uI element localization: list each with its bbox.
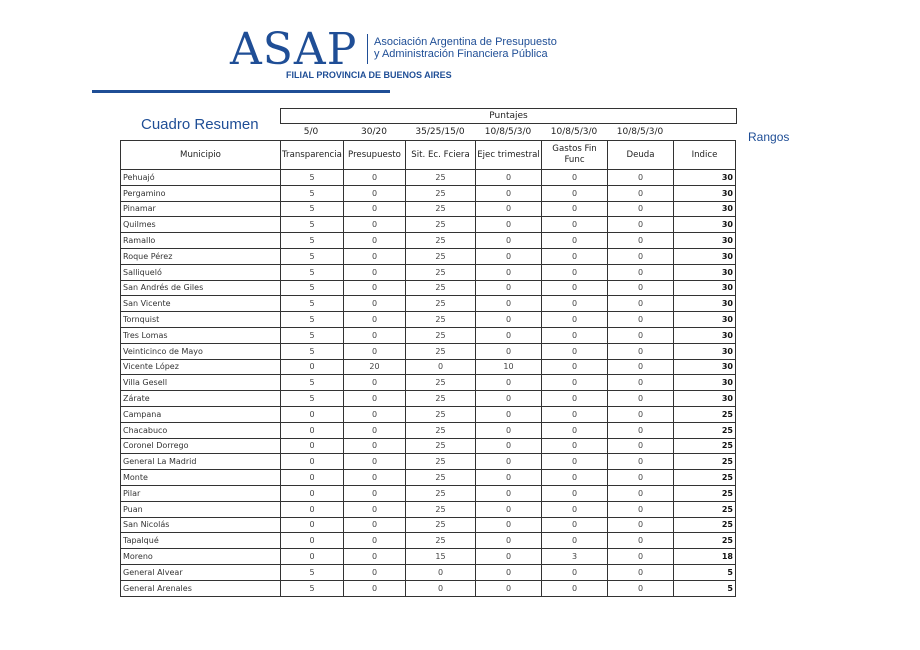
table-row bbox=[121, 549, 736, 565]
table-row bbox=[121, 391, 736, 407]
cell-ejec: 0 bbox=[476, 296, 542, 312]
cell-sit-ec: 25 bbox=[406, 185, 476, 201]
cell-presupuesto: 0 bbox=[344, 580, 406, 596]
cell-presupuesto: 0 bbox=[344, 422, 406, 438]
cell-ejec: 0 bbox=[476, 501, 542, 517]
cell-gastos: 0 bbox=[542, 201, 608, 217]
cell-indice: 30 bbox=[674, 375, 736, 391]
cell-sit-ec: 25 bbox=[406, 343, 476, 359]
table-row bbox=[121, 359, 736, 375]
cell-indice: 30 bbox=[674, 359, 736, 375]
cell-presupuesto: 0 bbox=[344, 564, 406, 580]
table-row bbox=[121, 422, 736, 438]
cell-municipio: Roque Pérez bbox=[121, 248, 281, 264]
cell-presupuesto: 0 bbox=[344, 391, 406, 407]
cell-transparencia: 5 bbox=[281, 170, 344, 186]
table-row bbox=[121, 185, 736, 201]
logo-wordmark: ASAP bbox=[230, 24, 358, 75]
cell-sit-ec: 0 bbox=[406, 580, 476, 596]
cell-indice: 5 bbox=[674, 580, 736, 596]
cell-municipio: Moreno bbox=[121, 549, 281, 565]
cell-indice: 30 bbox=[674, 264, 736, 280]
cell-ejec: 0 bbox=[476, 549, 542, 565]
cell-sit-ec: 25 bbox=[406, 517, 476, 533]
cell-presupuesto: 0 bbox=[344, 533, 406, 549]
cell-presupuesto: 0 bbox=[344, 201, 406, 217]
cell-gastos: 0 bbox=[542, 233, 608, 249]
cell-gastos: 0 bbox=[542, 406, 608, 422]
cell-municipio: General Arenales bbox=[121, 580, 281, 596]
cell-gastos: 0 bbox=[542, 280, 608, 296]
page-title: Cuadro Resumen bbox=[141, 116, 259, 133]
cell-gastos: 0 bbox=[542, 296, 608, 312]
cell-presupuesto: 0 bbox=[344, 485, 406, 501]
cell-ejec: 0 bbox=[476, 264, 542, 280]
cell-presupuesto: 0 bbox=[344, 549, 406, 565]
cell-municipio: General La Madrid bbox=[121, 454, 281, 470]
cell-transparencia: 0 bbox=[281, 422, 344, 438]
cell-ejec: 0 bbox=[476, 438, 542, 454]
table-row bbox=[121, 564, 736, 580]
cell-presupuesto: 0 bbox=[344, 375, 406, 391]
cell-ejec: 0 bbox=[476, 327, 542, 343]
cell-deuda: 0 bbox=[608, 248, 674, 264]
cell-deuda: 0 bbox=[608, 580, 674, 596]
logo-divider bbox=[367, 34, 368, 64]
cell-municipio: San Vicente bbox=[121, 296, 281, 312]
table-row bbox=[121, 517, 736, 533]
cell-presupuesto: 0 bbox=[344, 501, 406, 517]
cell-indice: 25 bbox=[674, 454, 736, 470]
cell-deuda: 0 bbox=[608, 201, 674, 217]
cell-sit-ec: 25 bbox=[406, 375, 476, 391]
cell-municipio: Puan bbox=[121, 501, 281, 517]
cell-ejec: 0 bbox=[476, 422, 542, 438]
table-row bbox=[121, 312, 736, 328]
cell-deuda: 0 bbox=[608, 312, 674, 328]
cell-deuda: 0 bbox=[608, 327, 674, 343]
cell-deuda: 0 bbox=[608, 422, 674, 438]
cell-ejec: 0 bbox=[476, 201, 542, 217]
org-name-line1: Asociación Argentina de Presupuesto bbox=[374, 36, 557, 48]
cell-deuda: 0 bbox=[608, 296, 674, 312]
cell-deuda: 0 bbox=[608, 217, 674, 233]
cell-gastos: 0 bbox=[542, 501, 608, 517]
cell-indice: 30 bbox=[674, 248, 736, 264]
cell-deuda: 0 bbox=[608, 233, 674, 249]
cell-indice: 30 bbox=[674, 185, 736, 201]
cell-gastos: 0 bbox=[542, 375, 608, 391]
cell-transparencia: 0 bbox=[281, 438, 344, 454]
cell-presupuesto: 0 bbox=[344, 185, 406, 201]
cell-presupuesto: 0 bbox=[344, 217, 406, 233]
table-row bbox=[121, 343, 736, 359]
cell-presupuesto: 0 bbox=[344, 470, 406, 486]
table-row bbox=[121, 375, 736, 391]
cell-transparencia: 0 bbox=[281, 470, 344, 486]
cell-indice: 30 bbox=[674, 391, 736, 407]
cell-municipio: Monte bbox=[121, 470, 281, 486]
table-row bbox=[121, 233, 736, 249]
cell-gastos: 0 bbox=[542, 343, 608, 359]
table-row bbox=[121, 327, 736, 343]
cell-municipio: Tornquist bbox=[121, 312, 281, 328]
cell-indice: 25 bbox=[674, 406, 736, 422]
cell-ejec: 0 bbox=[476, 580, 542, 596]
cell-ejec: 0 bbox=[476, 217, 542, 233]
col-deuda: Deuda bbox=[608, 141, 674, 170]
cell-transparencia: 5 bbox=[281, 312, 344, 328]
cell-deuda: 0 bbox=[608, 501, 674, 517]
col-presupuesto: Presupuesto bbox=[344, 141, 406, 170]
cell-municipio: Salliqueló bbox=[121, 264, 281, 280]
cell-deuda: 0 bbox=[608, 264, 674, 280]
cell-transparencia: 5 bbox=[281, 564, 344, 580]
table-row bbox=[121, 454, 736, 470]
summary-table bbox=[120, 140, 736, 597]
col-transparencia: Transparencia bbox=[281, 141, 344, 170]
cell-transparencia: 5 bbox=[281, 264, 344, 280]
cell-deuda: 0 bbox=[608, 533, 674, 549]
cell-deuda: 0 bbox=[608, 359, 674, 375]
table-row bbox=[121, 580, 736, 596]
cell-gastos: 0 bbox=[542, 327, 608, 343]
table-header-row bbox=[121, 141, 736, 170]
cell-sit-ec: 25 bbox=[406, 233, 476, 249]
cell-indice: 25 bbox=[674, 438, 736, 454]
cell-indice: 30 bbox=[674, 327, 736, 343]
cell-transparencia: 0 bbox=[281, 406, 344, 422]
cell-sit-ec: 25 bbox=[406, 454, 476, 470]
cell-sit-ec: 25 bbox=[406, 422, 476, 438]
col-municipio: Municipio bbox=[121, 141, 281, 170]
asap-logo bbox=[230, 24, 570, 84]
table-row bbox=[121, 296, 736, 312]
cell-ejec: 0 bbox=[476, 343, 542, 359]
cell-ejec: 0 bbox=[476, 391, 542, 407]
cell-ejec: 0 bbox=[476, 470, 542, 486]
cell-sit-ec: 25 bbox=[406, 485, 476, 501]
cell-municipio: Tapalqué bbox=[121, 533, 281, 549]
range-ejec: 10/8/5/3/0 bbox=[484, 127, 532, 137]
header-rule bbox=[92, 90, 390, 93]
cell-gastos: 0 bbox=[542, 533, 608, 549]
cell-municipio: Vicente López bbox=[121, 359, 281, 375]
cell-deuda: 0 bbox=[608, 406, 674, 422]
cell-presupuesto: 0 bbox=[344, 248, 406, 264]
cell-indice: 25 bbox=[674, 422, 736, 438]
cell-sit-ec: 25 bbox=[406, 533, 476, 549]
cell-transparencia: 5 bbox=[281, 233, 344, 249]
cell-ejec: 0 bbox=[476, 517, 542, 533]
cell-presupuesto: 0 bbox=[344, 327, 406, 343]
cell-deuda: 0 bbox=[608, 170, 674, 186]
table-row bbox=[121, 201, 736, 217]
filial-label: FILIAL PROVINCIA DE BUENOS AIRES bbox=[286, 70, 452, 80]
cell-presupuesto: 0 bbox=[344, 296, 406, 312]
cell-municipio: Pilar bbox=[121, 485, 281, 501]
range-gastos: 10/8/5/3/0 bbox=[550, 127, 598, 137]
cell-transparencia: 5 bbox=[281, 375, 344, 391]
cell-gastos: 0 bbox=[542, 170, 608, 186]
cell-indice: 30 bbox=[674, 201, 736, 217]
cell-ejec: 0 bbox=[476, 185, 542, 201]
cell-ejec: 0 bbox=[476, 533, 542, 549]
cell-indice: 30 bbox=[674, 217, 736, 233]
cell-transparencia: 5 bbox=[281, 248, 344, 264]
cell-sit-ec: 25 bbox=[406, 248, 476, 264]
cell-sit-ec: 0 bbox=[406, 359, 476, 375]
cell-gastos: 0 bbox=[542, 485, 608, 501]
org-name-line2: y Administración Financiera Pública bbox=[374, 48, 548, 60]
cell-gastos: 0 bbox=[542, 564, 608, 580]
cell-municipio: Ramallo bbox=[121, 233, 281, 249]
cell-presupuesto: 0 bbox=[344, 454, 406, 470]
cell-transparencia: 5 bbox=[281, 296, 344, 312]
cell-municipio: Campana bbox=[121, 406, 281, 422]
table-row bbox=[121, 485, 736, 501]
cell-indice: 30 bbox=[674, 280, 736, 296]
cell-sit-ec: 25 bbox=[406, 391, 476, 407]
cell-ejec: 0 bbox=[476, 280, 542, 296]
cell-deuda: 0 bbox=[608, 391, 674, 407]
cell-sit-ec: 25 bbox=[406, 501, 476, 517]
range-transparencia: 5/0 bbox=[303, 127, 319, 137]
cell-gastos: 3 bbox=[542, 549, 608, 565]
cell-deuda: 0 bbox=[608, 454, 674, 470]
cell-gastos: 0 bbox=[542, 580, 608, 596]
cell-gastos: 0 bbox=[542, 391, 608, 407]
cell-municipio: Villa Gesell bbox=[121, 375, 281, 391]
cell-presupuesto: 0 bbox=[344, 264, 406, 280]
cell-deuda: 0 bbox=[608, 470, 674, 486]
cell-ejec: 0 bbox=[476, 170, 542, 186]
cell-indice: 25 bbox=[674, 517, 736, 533]
cell-sit-ec: 25 bbox=[406, 264, 476, 280]
cell-municipio: Pinamar bbox=[121, 201, 281, 217]
cell-gastos: 0 bbox=[542, 359, 608, 375]
table-row bbox=[121, 438, 736, 454]
table-row bbox=[121, 501, 736, 517]
cell-presupuesto: 0 bbox=[344, 438, 406, 454]
cell-transparencia: 5 bbox=[281, 343, 344, 359]
cell-deuda: 0 bbox=[608, 438, 674, 454]
cell-municipio: Coronel Dorrego bbox=[121, 438, 281, 454]
cell-municipio: Chacabuco bbox=[121, 422, 281, 438]
cell-municipio: Zárate bbox=[121, 391, 281, 407]
puntajes-header: Puntajes bbox=[280, 108, 737, 124]
cell-presupuesto: 20 bbox=[344, 359, 406, 375]
cell-transparencia: 0 bbox=[281, 359, 344, 375]
cell-municipio: San Andrés de Giles bbox=[121, 280, 281, 296]
cell-ejec: 10 bbox=[476, 359, 542, 375]
cell-transparencia: 0 bbox=[281, 485, 344, 501]
col-indice: Indice bbox=[674, 141, 736, 170]
cell-gastos: 0 bbox=[542, 454, 608, 470]
cell-transparencia: 0 bbox=[281, 454, 344, 470]
cell-sit-ec: 25 bbox=[406, 217, 476, 233]
table-row bbox=[121, 248, 736, 264]
cell-transparencia: 5 bbox=[281, 201, 344, 217]
cell-gastos: 0 bbox=[542, 248, 608, 264]
cell-indice: 30 bbox=[674, 312, 736, 328]
table-row bbox=[121, 170, 736, 186]
cell-transparencia: 5 bbox=[281, 185, 344, 201]
table-row bbox=[121, 217, 736, 233]
cell-presupuesto: 0 bbox=[344, 406, 406, 422]
cell-indice: 25 bbox=[674, 485, 736, 501]
cell-transparencia: 5 bbox=[281, 217, 344, 233]
cell-ejec: 0 bbox=[476, 312, 542, 328]
col-sit-ec-fciera: Sit. Ec. Fciera bbox=[406, 141, 476, 170]
cell-indice: 30 bbox=[674, 296, 736, 312]
cell-municipio: Pergamino bbox=[121, 185, 281, 201]
cell-ejec: 0 bbox=[476, 248, 542, 264]
cell-sit-ec: 25 bbox=[406, 280, 476, 296]
col-ejec-trimestral: Ejec trimestral bbox=[476, 141, 542, 170]
cell-indice: 30 bbox=[674, 343, 736, 359]
cell-ejec: 0 bbox=[476, 485, 542, 501]
cell-sit-ec: 0 bbox=[406, 564, 476, 580]
cell-presupuesto: 0 bbox=[344, 312, 406, 328]
cell-deuda: 0 bbox=[608, 517, 674, 533]
cell-sit-ec: 25 bbox=[406, 312, 476, 328]
table-row bbox=[121, 470, 736, 486]
cell-sit-ec: 25 bbox=[406, 406, 476, 422]
cell-ejec: 0 bbox=[476, 406, 542, 422]
cell-gastos: 0 bbox=[542, 312, 608, 328]
cell-transparencia: 5 bbox=[281, 391, 344, 407]
cell-municipio: Quilmes bbox=[121, 217, 281, 233]
cell-deuda: 0 bbox=[608, 564, 674, 580]
cell-transparencia: 5 bbox=[281, 580, 344, 596]
cell-ejec: 0 bbox=[476, 375, 542, 391]
cell-indice: 30 bbox=[674, 233, 736, 249]
cell-deuda: 0 bbox=[608, 280, 674, 296]
table-row bbox=[121, 533, 736, 549]
cell-transparencia: 5 bbox=[281, 327, 344, 343]
cell-sit-ec: 25 bbox=[406, 470, 476, 486]
cell-indice: 5 bbox=[674, 564, 736, 580]
cell-municipio: Veinticinco de Mayo bbox=[121, 343, 281, 359]
cell-indice: 25 bbox=[674, 501, 736, 517]
cell-deuda: 0 bbox=[608, 343, 674, 359]
score-ranges-row bbox=[279, 126, 739, 138]
cell-deuda: 0 bbox=[608, 549, 674, 565]
cell-sit-ec: 25 bbox=[406, 296, 476, 312]
cell-deuda: 0 bbox=[608, 185, 674, 201]
cell-sit-ec: 25 bbox=[406, 170, 476, 186]
cell-gastos: 0 bbox=[542, 217, 608, 233]
cell-ejec: 0 bbox=[476, 233, 542, 249]
cell-indice: 25 bbox=[674, 470, 736, 486]
cell-municipio: Pehuajó bbox=[121, 170, 281, 186]
cell-presupuesto: 0 bbox=[344, 170, 406, 186]
cell-presupuesto: 0 bbox=[344, 233, 406, 249]
cell-presupuesto: 0 bbox=[344, 343, 406, 359]
cell-gastos: 0 bbox=[542, 438, 608, 454]
range-presupuesto: 30/20 bbox=[361, 127, 387, 137]
cell-gastos: 0 bbox=[542, 185, 608, 201]
cell-indice: 25 bbox=[674, 533, 736, 549]
rangos-label: Rangos bbox=[748, 130, 790, 144]
cell-deuda: 0 bbox=[608, 485, 674, 501]
cell-transparencia: 0 bbox=[281, 549, 344, 565]
cell-sit-ec: 25 bbox=[406, 438, 476, 454]
range-sit-ec: 35/25/15/0 bbox=[415, 127, 465, 137]
cell-gastos: 0 bbox=[542, 264, 608, 280]
cell-presupuesto: 0 bbox=[344, 517, 406, 533]
cell-indice: 18 bbox=[674, 549, 736, 565]
cell-sit-ec: 15 bbox=[406, 549, 476, 565]
cell-indice: 30 bbox=[674, 170, 736, 186]
cell-gastos: 0 bbox=[542, 422, 608, 438]
range-deuda: 10/8/5/3/0 bbox=[616, 127, 664, 137]
table-row bbox=[121, 406, 736, 422]
cell-sit-ec: 25 bbox=[406, 327, 476, 343]
cell-ejec: 0 bbox=[476, 564, 542, 580]
cell-gastos: 0 bbox=[542, 470, 608, 486]
cell-transparencia: 0 bbox=[281, 501, 344, 517]
cell-deuda: 0 bbox=[608, 375, 674, 391]
cell-gastos: 0 bbox=[542, 517, 608, 533]
cell-presupuesto: 0 bbox=[344, 280, 406, 296]
cell-transparencia: 0 bbox=[281, 533, 344, 549]
cell-transparencia: 5 bbox=[281, 280, 344, 296]
cell-municipio: San Nicolás bbox=[121, 517, 281, 533]
cell-sit-ec: 25 bbox=[406, 201, 476, 217]
cell-municipio: Tres Lomas bbox=[121, 327, 281, 343]
cell-ejec: 0 bbox=[476, 454, 542, 470]
table-row bbox=[121, 264, 736, 280]
table-row bbox=[121, 280, 736, 296]
cell-transparencia: 0 bbox=[281, 517, 344, 533]
col-gastos-fin-func: Gastos Fin Func bbox=[542, 141, 608, 170]
cell-municipio: General Alvear bbox=[121, 564, 281, 580]
